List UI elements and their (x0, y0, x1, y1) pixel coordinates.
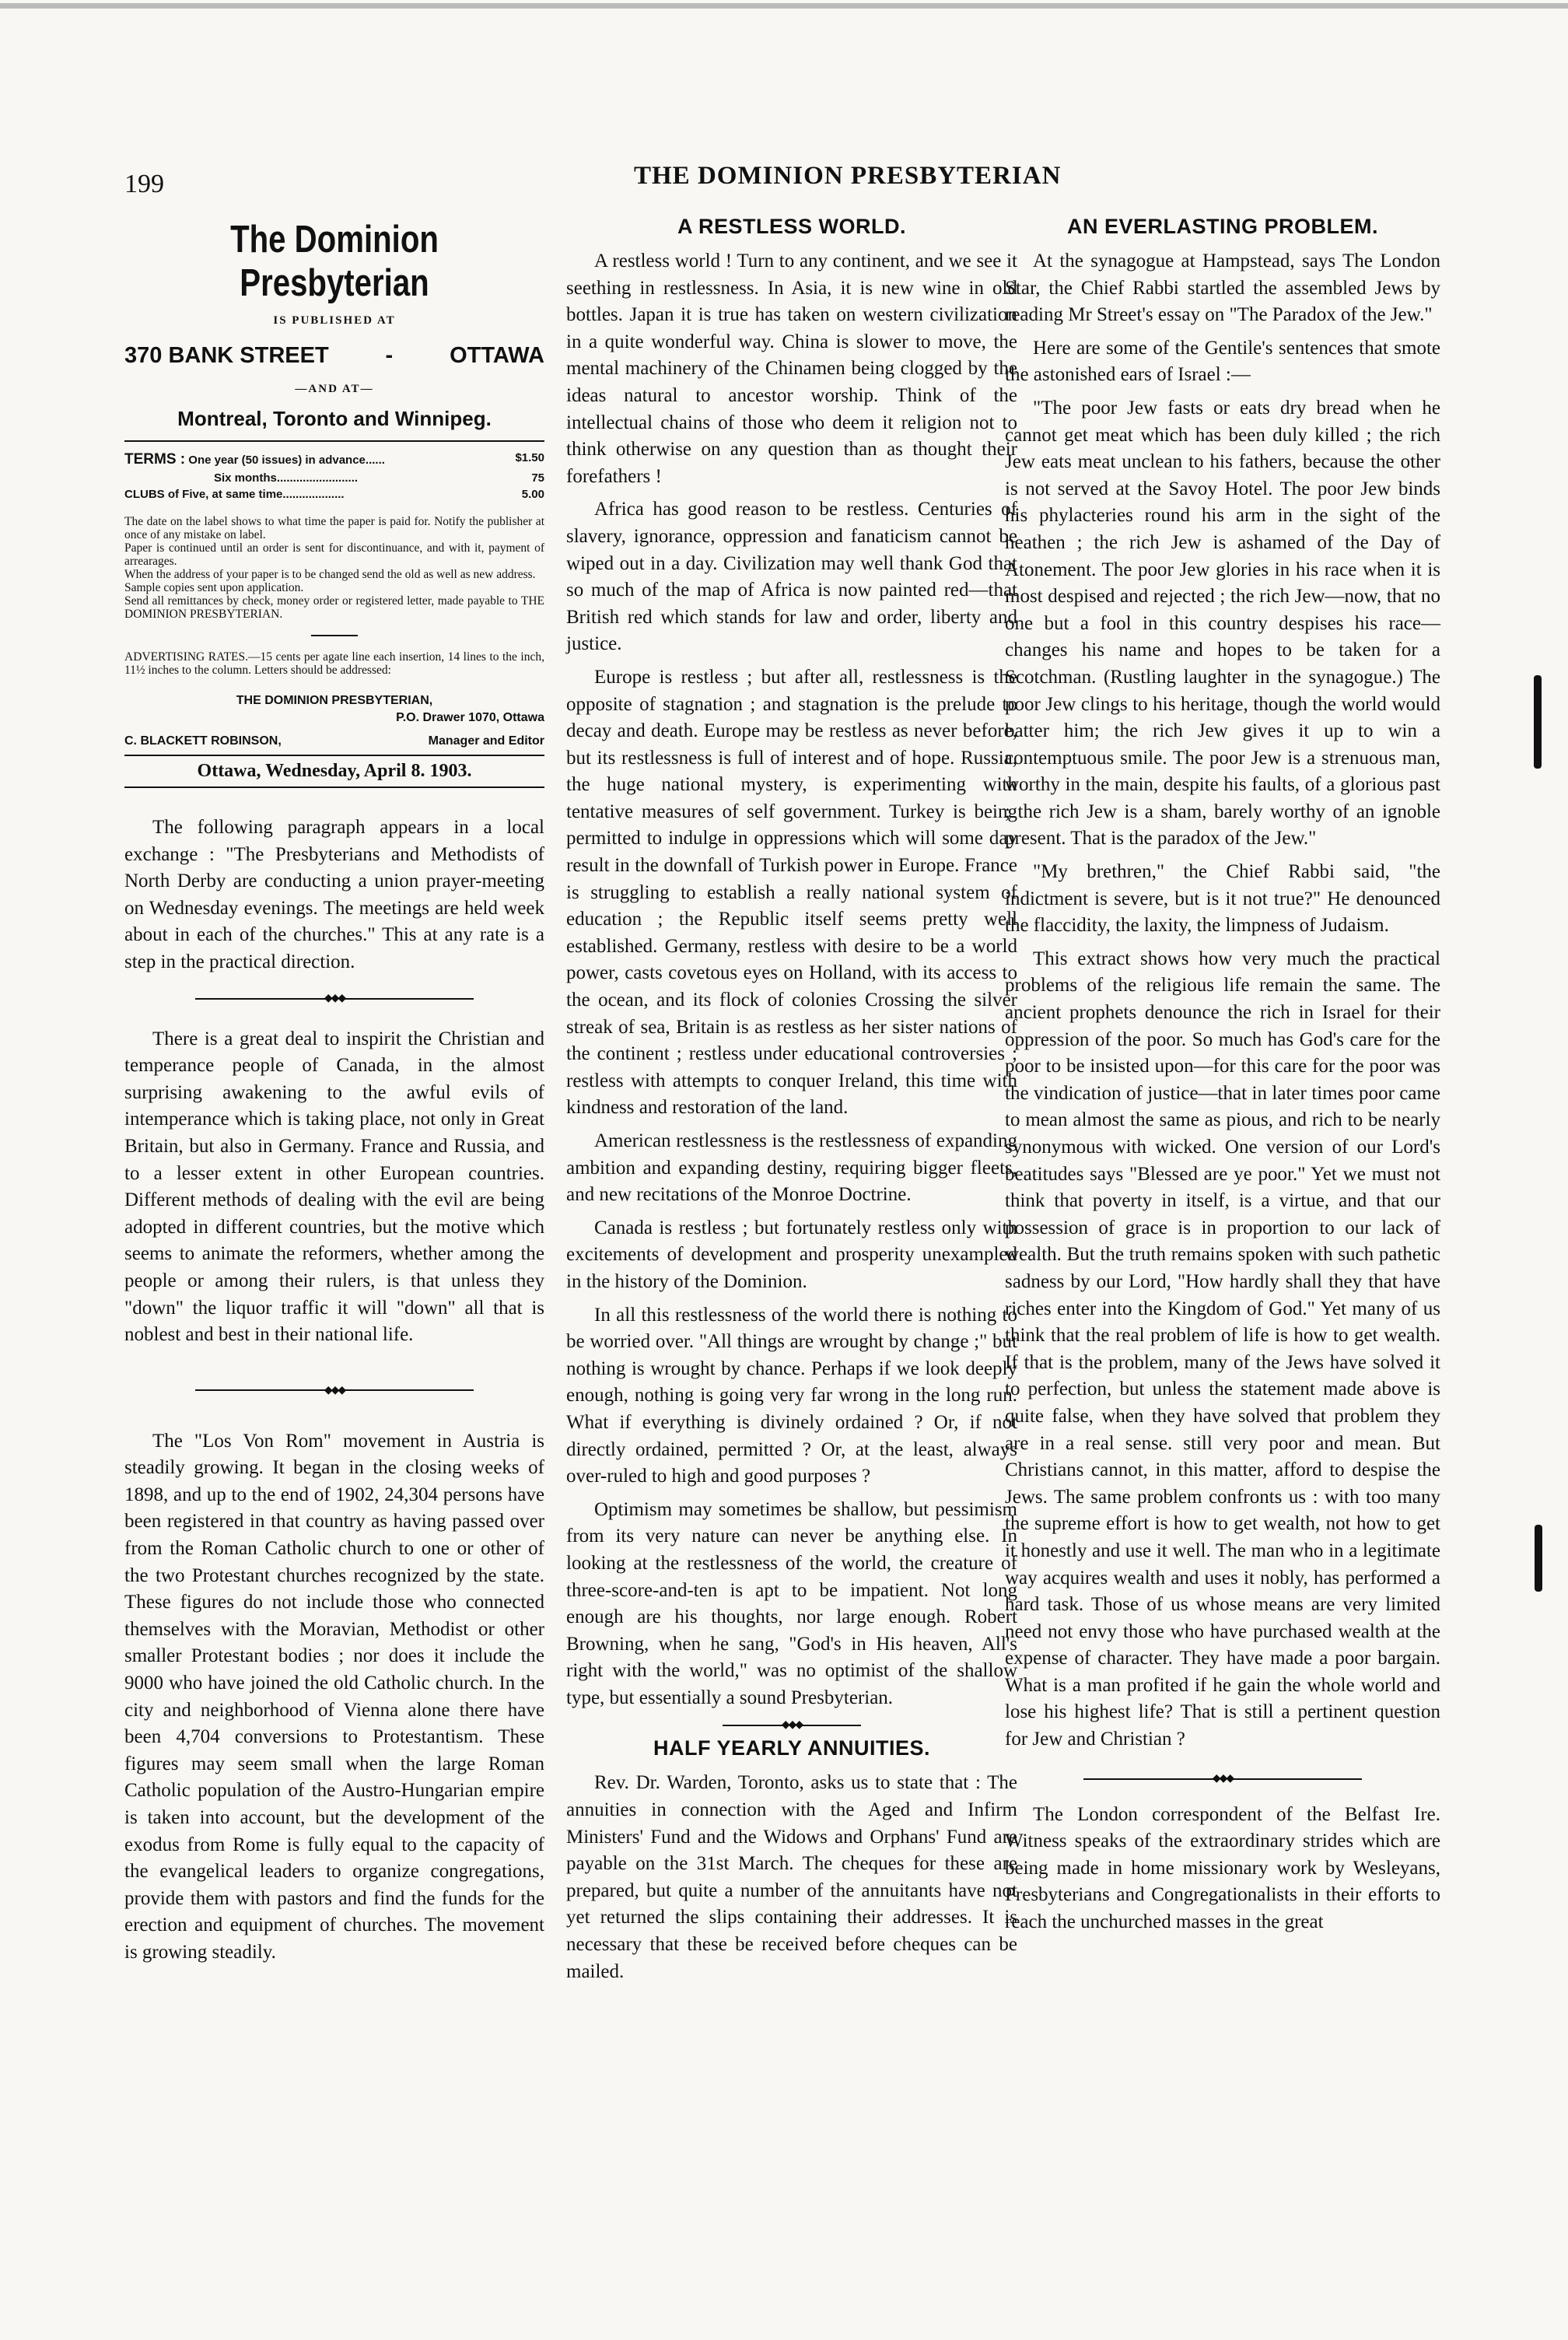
masthead-published-at: IS PUBLISHED AT (273, 314, 396, 327)
masthead-rule (124, 440, 544, 442)
terms-row-label: CLUBS of Five, at same time................... (124, 488, 345, 501)
body-paragraph: Canada is restless ; but fortunately restless only with excitements of development and prosperity unexampled in the history of the Dominion. (566, 1217, 1017, 1292)
subscription-terms (124, 451, 544, 501)
issue-dateline: Ottawa, Wednesday, April 8. 1903. (124, 755, 544, 788)
article-title-half-yearly-annuities: HALF YEARLY ANNUITIES. (653, 1736, 931, 1760)
fine-print-line: Paper is continued until an order is sent for discontinuance, and with it, payment of arrearages. (124, 541, 544, 568)
running-title: THE DOMINION PRESBYTERIAN (634, 162, 1062, 190)
editor-role: Manager and Editor (428, 734, 544, 748)
body-paragraph: This extract shows how very much the practical problems of the religious life remain the same. The ancient prophets denounce the rich in Israel for their oppression of the poor. So much has God's care for the poor to be insisted upon—for this care for the poor was the vindication of justice—that in later times poor came to mean almost the same as pious, and rich to be nearly synonymous with wicked. One version of our Lord's beatitudes says "Blessed are ye poor." Yet we must not think that poverty in itself, is a virtue, and that our possession of grace is in proportion to our lack of wealth. But the truth remains spoken with such pathetic sadness by our Lord, "How hardly shall they that have riches enter into the Kingdom of God." Yet many of us think that the real problem of life is how to get wealth. If that is the problem, many of the Jews have solved it to perfection, but unless the statement made above is quite false, when they have solved that problem they are in a real sense. still very poor and mean. But Christians cannot, in this matter, afford to despise the Jews. The same problem confronts us : with too many the supreme effort is how to get wealth, not how to get it honestly and use it well. The man who in a legitimate way acquires wealth and uses it nobly, has performed a hard task. Those of us whose means are very limited need not envy those who have purchased wealth at the expense of character. They have made a poor bargain. What is a man profited if he gain the whole world and lose his highest life? That is still a pertinent question for Jew and Christian ? (1005, 948, 1440, 1750)
terms-row-price: 75 (531, 471, 544, 485)
editor-name: C. BLACKETT ROBINSON, (124, 734, 282, 748)
body-paragraph: At the synagogue at Hampstead, says The London Star, the Chief Rabbi startled the assembled Jews by reading Mr Street's essay on "The Paradox of the Jew." (1005, 250, 1440, 326)
publisher-address (124, 694, 544, 748)
terms-row (124, 488, 544, 501)
page-number: 199 (124, 170, 164, 198)
terms-row-label: Six months......................... (214, 471, 359, 485)
ornament-divider: ◆◆◆ (124, 992, 544, 1006)
editor-line (124, 734, 544, 748)
column-left (124, 210, 544, 1973)
advertising-rates: ADVERTISING RATES.—15 cents per agate line each insertion, 14 lines to the inch, 11½ inches to the column. Letters should be addressed: (124, 650, 544, 677)
masthead-cities: Montreal, Toronto and Winnipeg. (177, 407, 492, 430)
masthead-and-at: —AND AT— (295, 383, 374, 395)
ornament-divider: ◆◆◆ (1005, 1772, 1440, 1786)
column-right (1005, 210, 1440, 1942)
body-paragraph: The "Los Von Rom" movement in Austria is steadily growing. It began in the closing weeks of 1898, and up to the end of 1902, 24,304 persons have been registered in that country as having passed over from the Roman Catholic church to one or other of the two Protestant churches recognized by the state. These figures do not include those who connected themselves with the Moravian, Methodist or other smaller Protestant bodies ; nor does it include the 9000 who have joined the old Catholic church. In the city and neighborhood of Vienna alone there have been 4,704 conversions to Protestantism. These figures may seem small when the large Roman Catholic population of the Austro-Hungarian empire is taken into account, but the development of the exodus from Rome is fully equal to the capacity of the evangelical leaders to organize congregations, provide them with pastors and find the funds for the erection and equipment of churches. The movement is growing steadily. (124, 1430, 544, 1963)
terms-row-price: 5.00 (521, 488, 544, 501)
body-paragraph: The following paragraph appears in a local exchange : "The Presbyterians and Methodists of North Derby are conducting a union prayer-meeting on Wednesday evenings. The meetings are held week about in each of the churches." This at any rate is a step in the practical direction. (124, 817, 544, 972)
body-paragraph: A restless world ! Turn to any continent, and we see it seething in restlessness. In Asia, it is new wine in old bottles. Japan it is true has taken on western civilization in a quite wonderful way. China is slower to move, the mental machinery of the Chinamen being clogged by the ideas natural to ancestor worship. Think of the intellectual chains of those who deem it religion not to think otherwise on any question than as thought their forefathers ! (566, 250, 1017, 487)
body-paragraph: There is a great deal to inspirit the Christian and temperance people of Canada, in the almost surprising awakening to the awful evils of intemperance which is taking place, not only in Great Britain, but also in Germany. France and Russia, and to a lesser extent in other European countries. Different methods of dealing with the evil are being adopted in different countries, but the motive which seems to animate the reformers, whether among the people or among their rulers, is that unless they "down" the liquor traffic it will "down" all that is noblest and best in their national life. (124, 1028, 544, 1346)
article-title-everlasting-problem: AN EVERLASTING PROBLEM. (1066, 215, 1379, 238)
terms-row (124, 471, 544, 485)
terms-row (124, 451, 544, 468)
masthead-title: The Dominion Presbyterian (230, 219, 439, 304)
subscription-notes (124, 515, 544, 621)
body-paragraph: "The poor Jew fasts or eats dry bread when he cannot get meat which has been duly killed ; the rich Jew eats meat unclean to his fathers, because the other is not served at the Savoy Hotel. The poor Jew binds his phylacteries round his arm in the sight of the heathen ; the rich Jew is ashamed of the Day of Atonement. The poor Jew glories in his race when it is most despised and rejected ; the rich Jew—now, that no one but a fool in this country despises his race—changes his name and hopes to be taken for a Scotchman. (Rustling laughter in the synagogue.) The poor Jew clings to his heritage, though the world would batter him; the rich Jew gives it up to win a contemptuous smile. The poor Jew is a strenuous man, worthy in the main, despite his faults, of a glorious past ; the rich Jew is a sham, barely worthy of an ignoble present. That is the paradox of the Jew." (1005, 397, 1440, 849)
page-top-edge (0, 3, 1568, 9)
ornament-divider: ◆◆◆ (566, 1718, 1017, 1732)
article-title-restless-world: A RESTLESS WORLD. (677, 215, 906, 238)
fine-print-line: When the address of your paper is to be changed send the old as well as new address. (124, 568, 536, 581)
binding-mark-upper (1534, 675, 1542, 769)
masthead-street: 370 BANK STREET (124, 343, 329, 368)
body-paragraph: In all this restlessness of the world there is nothing to be worried over. "All things are wrought by change ;" but nothing is wrought by chance. Perhaps if we look deeply enough, nothing is going very far wrong in the long run. What if everything is divinely ordained ? Or, if not directly ordained, permitted ? Or, at the least, always over-ruled to high and good purposes ? (566, 1304, 1017, 1487)
body-paragraph: "My brethren," the Chief Rabbi said, "the indictment is severe, but is it not true?" He denounced the flaccidity, the laxity, the limpness of Judaism. (1005, 861, 1440, 937)
publisher-box: P.O. Drawer 1070, Ottawa (396, 711, 544, 724)
body-paragraph: Optimism may sometimes be shallow, but pessimism from its very nature can never be anything else. In looking at the restlessness of the world, the creature of three-score-and-ten is apt to be impatient. Not long enough are his thoughts, nor large enough. Robert Browning, when he sang, "God's in His heaven, All's right with the world," was no optimist of the shallow type, but essentially a sound Presbyterian. (566, 1498, 1017, 1708)
fine-print-line: Sample copies sent upon application. (124, 581, 304, 594)
masthead-address (124, 343, 544, 369)
binding-mark-lower (1535, 1525, 1542, 1592)
column-middle (566, 210, 1017, 1991)
fine-print-line: The date on the label shows to what time the paper is paid for. Notify the publisher at once of any mistake on label. (124, 515, 544, 541)
body-paragraph: American restlessness is the restlessness of expanding ambition and expanding destiny, requiring bigger fleets, and new recitations of the Monroe Doctrine. (566, 1130, 1017, 1206)
terms-row-price: $1.50 (515, 451, 544, 464)
ornament-divider: ◆◆◆ (124, 1383, 544, 1397)
body-paragraph: Africa has good reason to be restless. Centuries of slavery, ignorance, oppression and fanaticism cannot be wiped out in a day. Civilization may well thank God that so much of the map of Africa is now painted red—that British red which stands for law and order, liberty and justice. (566, 499, 1017, 655)
body-paragraph: Here are some of the Gentile's sentences that smote the astonished ears of Israel :— (1005, 337, 1440, 386)
body-paragraph: The London correspondent of the Belfast Ire. Witness speaks of the extraordinary strides which are being made in home missionary work by Wesleyans, Presbyterians and Congregationalists in their efforts to reach the unchurched masses in the great (1005, 1803, 1440, 1933)
ornament-rule (124, 629, 544, 643)
masthead-address-dash: - (385, 343, 394, 368)
body-paragraph: Europe is restless ; but after all, restlessness is the opposite of stagnation ; and stagnation is the prelude to decay and death. Europe may be restless as never before, but its restlessness is full of interest and of hope. Russia, the huge national mystery, is experimenting with tentative measures of self government. Turkey is being permitted to indulge in oppressions which will some day result in the downfall of Turkish power in Europe. France is struggling to establish a really national system of education ; the Republic itself seems pretty well established. Germany, restless with desire to be a world power, casts covetous eyes on Holland, with its access to the ocean, and its flock of colonies Crossing the silver streak of sea, Britain is as restless as her sister nations of the continent ; restless under educational controversies ; restless with attempts to conquer Ireland, this time with kindness and restoration of the land. (566, 666, 1017, 1119)
terms-label: TERMS : (124, 451, 186, 468)
terms-row-label: One year (50 issues) in advance...... (188, 454, 385, 467)
publisher-name: THE DOMINION PRESBYTERIAN, (236, 694, 433, 707)
terms-item (124, 451, 385, 468)
fine-print-line: Send all remittances by check, money order or registered letter, made payable to THE DOMINION PRESBYTERIAN. (124, 594, 544, 621)
body-paragraph: Rev. Dr. Warden, Toronto, asks us to state that : The annuities in connection with the Aged and Infirm Ministers' Fund and the Widows and Orphans' Fund are payable on the 31st March. The cheques for these are prepared, but quite a number of the annuitants have not yet returned the slips containing their addresses. It is necessary that these be received before cheques can be mailed. (566, 1772, 1017, 1982)
masthead-city: OTTAWA (450, 343, 544, 368)
